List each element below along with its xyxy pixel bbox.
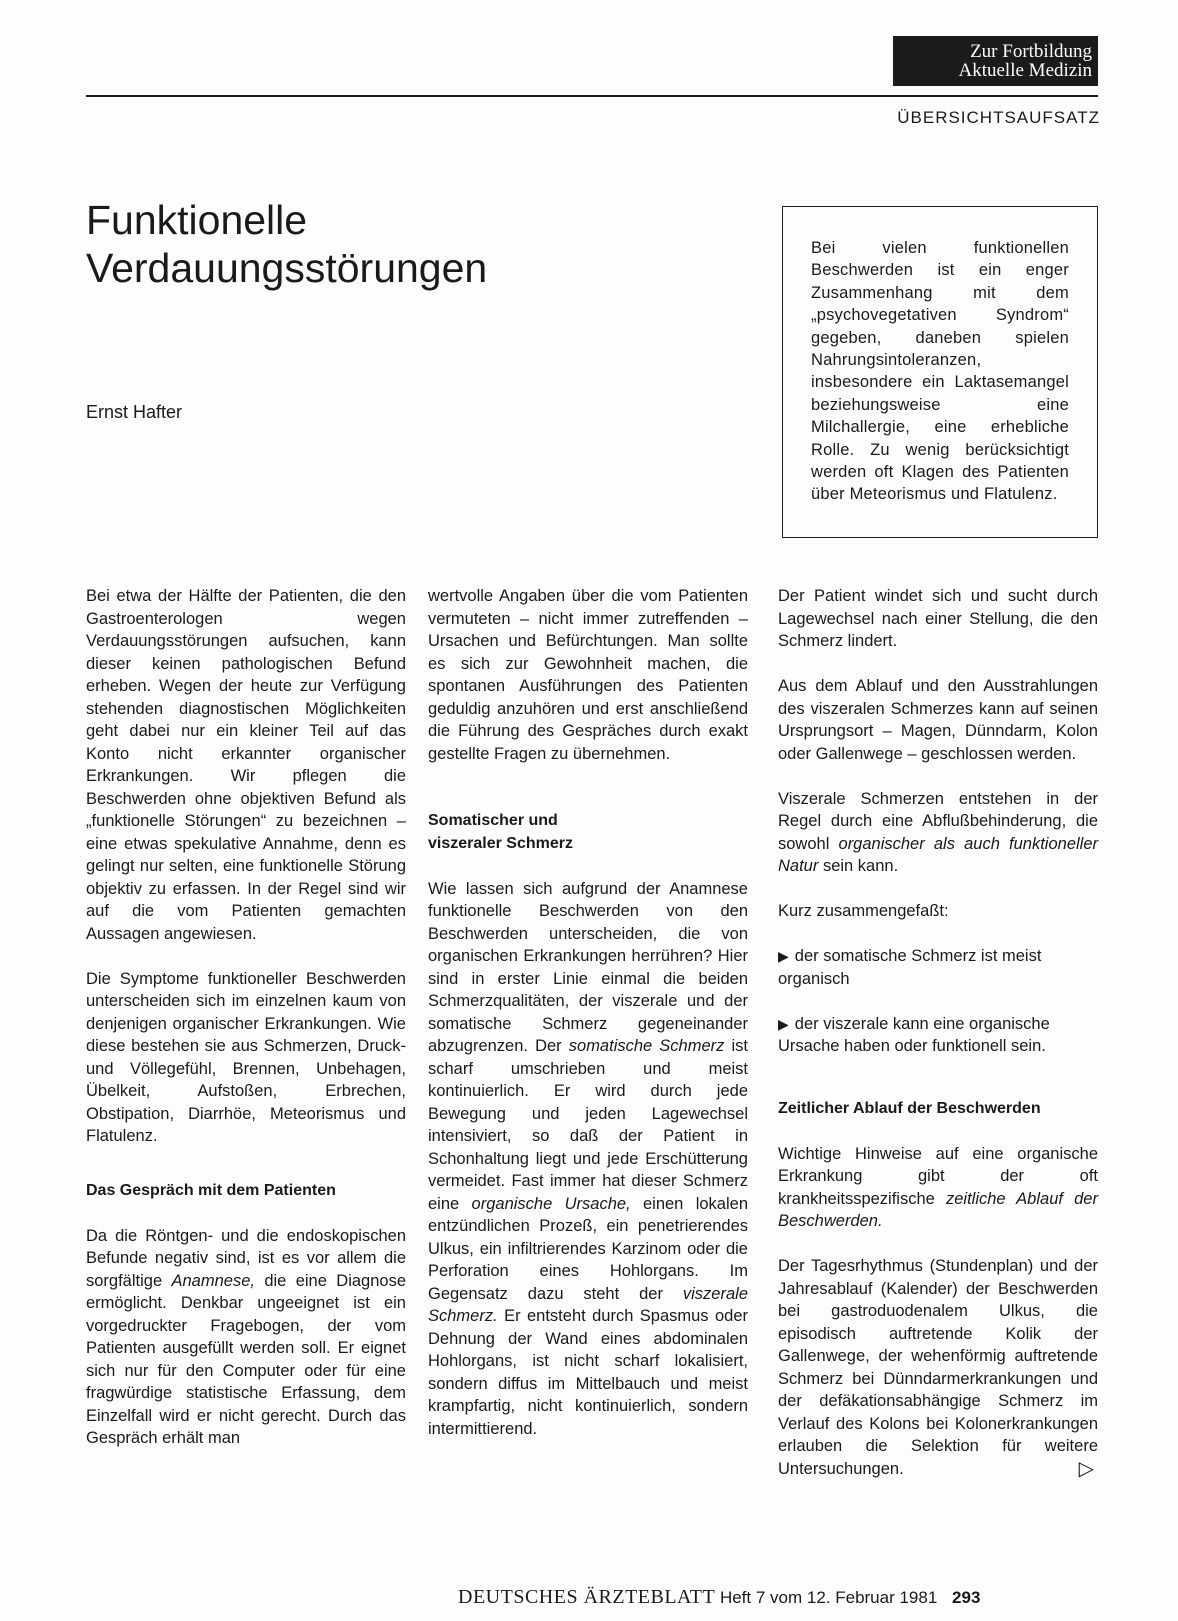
abstract-box [782,206,1098,538]
emphasis: organische Ursache, [471,1194,631,1213]
section-heading: Das Gespräch mit dem Patienten [86,1181,336,1199]
paragraph: wertvolle Angaben über die vom Patienten vermuteten – nicht immer zutreffenden – Ursachen und Befürchtungen. Man sollte es sich zur Gewohnheit machen, die spontanen Ausführungen des Patienten geduldig anzuhören und erst anschließend die Führung des Gespräches durch exakt gestellte Fragen zu übernehmen. [428,587,748,763]
section-badge [893,36,1098,86]
column-1 [86,585,406,1472]
paragraph: Da die Röntgen- und die endoskopischen Befunde negativ sind, ist es vor allem die sorgfältige Anamnese, die eine Diagnose ermöglicht. Denkbar ungeeignet ist ein vorgedruckter Fragebogen, der vom Patienten ausgefüllt werden soll. Er eignet sich nur für den Computer oder für eine fragwürdige statistische Erfassung, dem Einzelfall wird er nicht gerecht. Durch das Gespräch erhält man [86,1226,406,1447]
triangle-outline-right-icon: ▷ [1078,1457,1094,1480]
section-label: ÜBERSICHTSAUFSATZ [897,108,1100,127]
paragraph: Viszerale Schmerzen entstehen in der Regel durch eine Abflußbehinderung, die sowohl organischer als auch funktioneller Natur sein kann. [778,789,1098,875]
emphasis: zeitliche Ablauf der Beschwerden. [778,1189,1098,1230]
paragraph: Der Patient windet sich und sucht durch Lagewechsel nach einer Stellung, die den Schmerz lindert. [778,587,1098,650]
abstract-text: Bei vielen funktionellen Beschwerden ist ein enger Zusammenhang mit dem „psychovegetativen Syndrom“ gegeben, daneben spielen Nahrungsintoleranzen, insbesondere ein Laktasemangel beziehungsweise eine Milchallergie, eine erhebliche Rolle. Zu wenig berücksichtigt werden oft Klagen des Patienten über Meteorismus und Flatulenz. [811,239,1069,504]
column-3 [778,585,1098,1503]
column-2 [428,585,748,1463]
paragraph: Der Tagesrhythmus (Stundenplan) und der Jahresablauf (Kalender) der Beschwerden bei gastroduodenalem Ulkus, die episodisch auftretende Kolik der Gallenwege, der wehenförmig auftretende Schmerz bei Dünndarmerkrankungen und der defäkationsabhängige Schmerz im Verlauf des Kolons bei Kolonerkrankungen erlauben die Selektion für weitere Untersuchungen. ▷ [778,1257,1098,1480]
paragraph: Wie lassen sich aufgrund der Anamnese funktionelle Beschwerden von den Beschwerden unterscheiden, die von organischen Erkrankungen herrühren? Hier sind in erster Linie einmal die beiden Schmerzqualitäten, der viszerale und der somatische Schmerz gegeneinander abzugrenzen. Der somatische Schmerz ist scharf umschrieben und meist kontinuierlich. Er wird durch jede Bewegung und jeden Lagewechsel intensiviert, so daß der Patient in Schonhaltung liegt und jede Erschütterung vermeidet. Fast immer hat dieser Schmerz eine organische Ursache, einen lokalen entzündlichen Prozeß, ein penetrierendes Ulkus, ein infiltrierendes Karzinom oder die Perforation eines Hohlorgans. Im Gegensatz dazu steht der viszerale Schmerz. Er entsteht durch Spasmus oder Dehnung der Wand eines abdominalen Hohlorgans, ist nicht scharf lokalisiert, sondern diffus im Mittelbauch und meist krampfartig, nicht kontinuierlich, sondern intermittierend. [428,879,748,1438]
emphasis: somatische Schmerz [568,1037,725,1055]
badge-line-1: Zur Fortbildung [970,41,1092,62]
paragraph: Aus dem Ablauf und den Ausstrahlungen des viszeralen Schmerzes kann auf seinen Ursprungsort – Magen, Dünndarm, Kolon oder Gallenwege – geschlossen werden. [778,677,1098,763]
paragraph: Wichtige Hinweise auf eine organische Erkrankung gibt der oft krankheitsspezifische zeitliche Ablauf der Beschwerden. [778,1144,1098,1230]
triangle-right-icon: ▶ [778,1015,789,1032]
triangle-right-icon: ▶ [778,948,789,964]
paragraph: Die Symptome funktioneller Beschwerden unterscheiden sich im einzelnen kaum von denjenigen organischer Erkrankungen. Wie diese bestehen sie aus Schmerzen, Druck- und Völlegefühl, Brennen, Unbehagen, Übelkeit, Aufstoßen, Erbrechen, Obstipation, Diarrhöe, Meteorismus und Flatulenz. [86,969,406,1145]
header-rule [86,95,1098,97]
article-title: Funktionelle Verdauungsstörungen [86,197,488,291]
issue-info: Heft 7 vom 12. Februar 1981 [719,1588,938,1607]
paragraph: Bei etwa der Hälfte der Patienten, die den Gastroenterologen wegen Verdauungsstörungen aufsuchen, kann dieser keinen pathologischen Befund erheben. Wegen der heute zur Verfügung stehenden diagnostischen Möglichkeiten geht dabei nur ein kleiner Teil auf das Konto nicht erkannter organischer Erkrankungen. Wir pflegen die Beschwerden ohne objektiven Befund als „funktionelle Störungen“ zu bezeichnen – eine etwas spekulative Annahme, denn es gelingt nur selten, eine funktionelle Störung objektiv zu erfassen. In der Regel sind wir auf die vom Patienten gemachten Aussagen angewiesen. [86,587,406,943]
journal-name: DEUTSCHES ÄRZTEBLATT [458,1586,716,1608]
emphasis: viszerale Schmerz. [428,1284,748,1325]
emphasis: Anamnese, [171,1271,255,1290]
author-name: Ernst Hafter [86,402,183,422]
section-heading: Zeitlicher Ablauf der Beschwerden [778,1099,1041,1117]
badge-line-2: Aktuelle Medizin [958,60,1092,81]
section-heading: Somatischer und viszeraler Schmerz [428,812,573,852]
page-number: 293 [952,1588,981,1607]
page-footer [458,1586,980,1609]
emphasis: organischer als auch funktioneller Natur [778,834,1098,875]
list-item: ▶ der somatische Schmerz ist meist organisch [778,947,1042,988]
paragraph: Kurz zusammengefaßt: [778,902,949,920]
list-item: ▶ der viszerale kann eine organische Ursache haben oder funktionell sein. [778,1014,1050,1055]
